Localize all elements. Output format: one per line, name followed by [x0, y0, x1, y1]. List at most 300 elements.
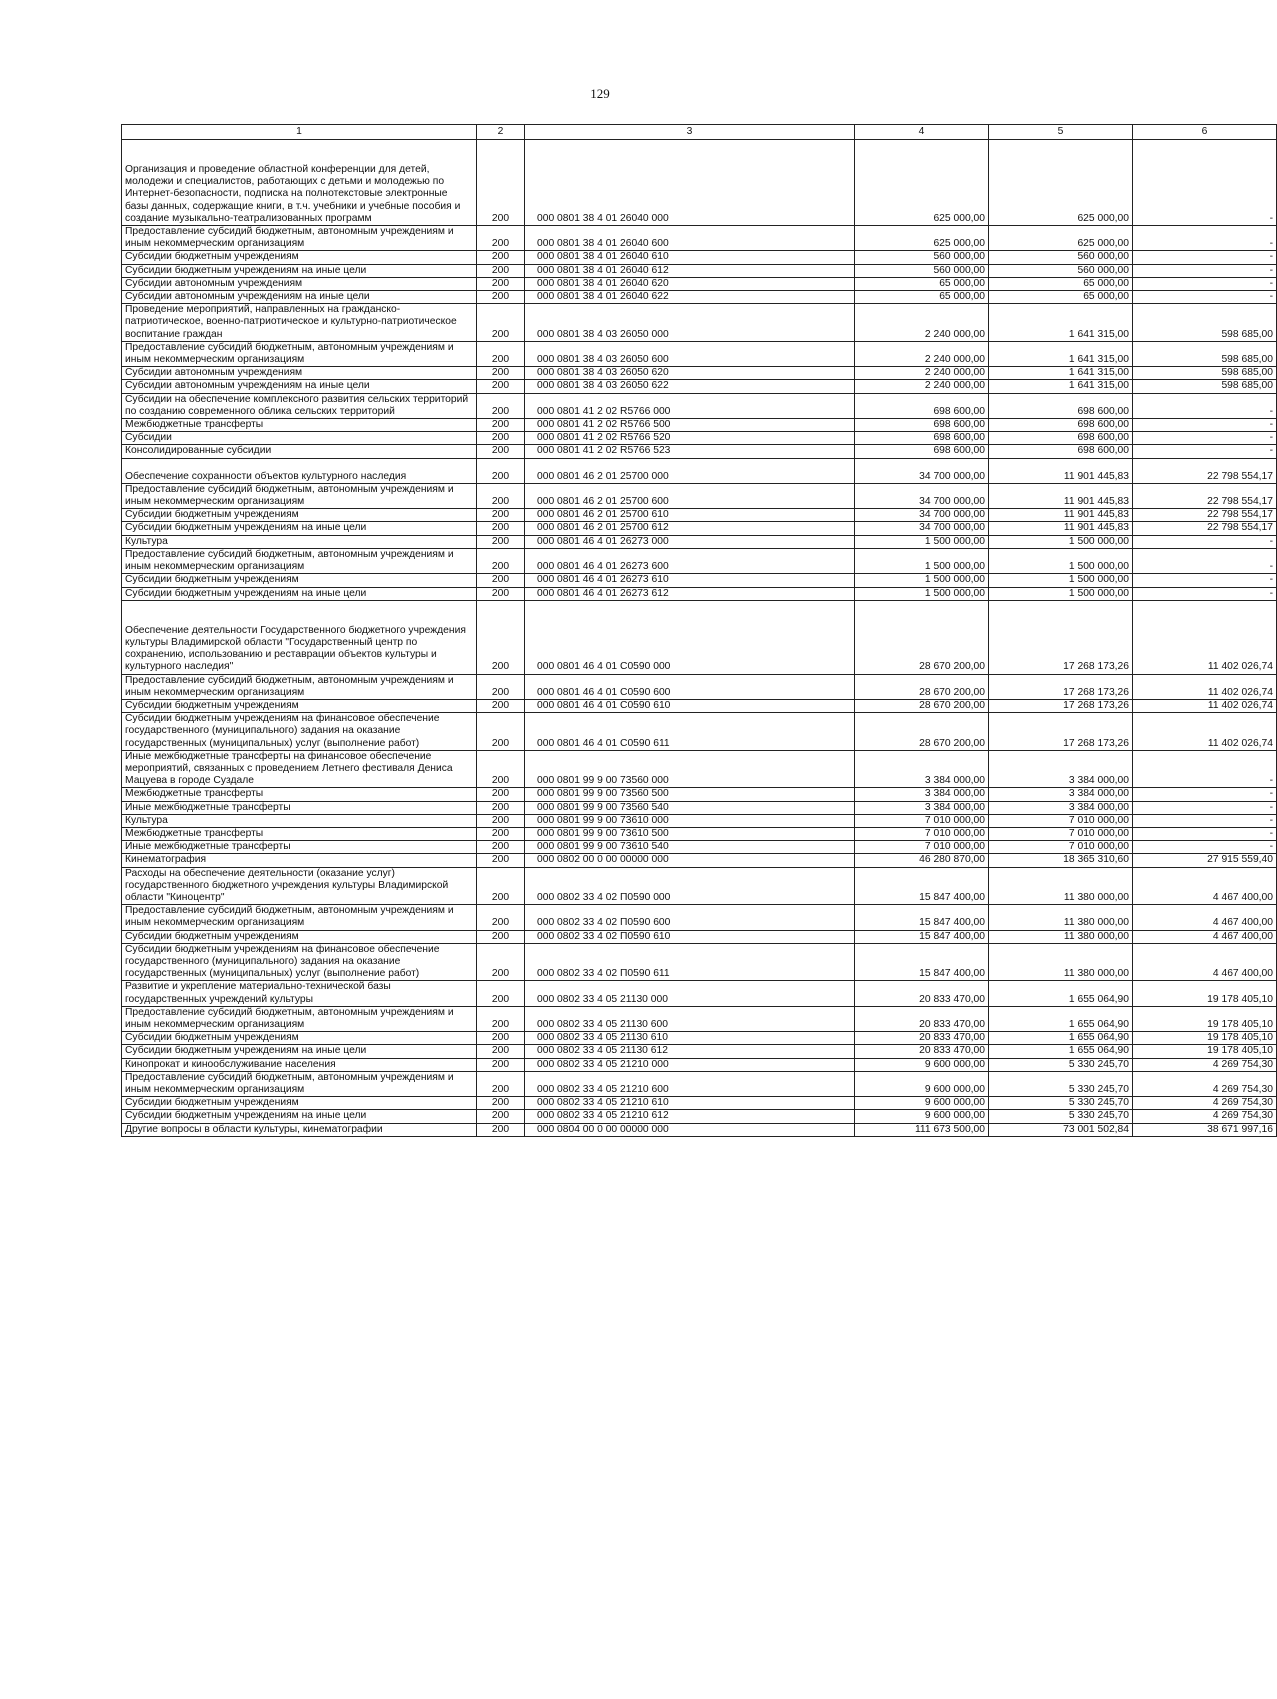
row-code: 200: [477, 600, 525, 674]
table-body: [122, 140, 1277, 1137]
row-value-col4: 7 010 000,00: [855, 827, 989, 840]
row-value-col6: -: [1133, 827, 1277, 840]
row-value-col4: 2 240 000,00: [855, 341, 989, 366]
row-code: 200: [477, 304, 525, 342]
row-budget-classification-code: 000 0801 99 9 00 73610 540: [525, 841, 855, 854]
row-value-col5: 560 000,00: [989, 264, 1133, 277]
row-value-col6: 19 178 405,10: [1133, 1032, 1277, 1045]
row-value-col6: -: [1133, 140, 1277, 226]
row-value-col5: 11 901 445,83: [989, 458, 1133, 483]
row-value-col5: 17 268 173,26: [989, 699, 1133, 712]
row-value-col4: 560 000,00: [855, 264, 989, 277]
table-row: [122, 483, 1277, 508]
row-code: 200: [477, 1058, 525, 1071]
row-value-col5: 5 330 245,70: [989, 1097, 1133, 1110]
row-code: 200: [477, 801, 525, 814]
row-value-col6: 598 685,00: [1133, 367, 1277, 380]
row-code: 200: [477, 841, 525, 854]
row-description: Субсидии бюджетным учреждениям: [122, 574, 477, 587]
row-budget-classification-code: 000 0802 33 4 05 21130 000: [525, 981, 855, 1006]
row-code: 200: [477, 445, 525, 458]
row-value-col6: 19 178 405,10: [1133, 1045, 1277, 1058]
row-value-col6: -: [1133, 277, 1277, 290]
row-budget-classification-code: 000 0801 38 4 01 26040 610: [525, 251, 855, 264]
row-description: Межбюджетные трансферты: [122, 827, 477, 840]
row-value-col4: 625 000,00: [855, 226, 989, 251]
table-row: [122, 264, 1277, 277]
row-value-col6: 4 467 400,00: [1133, 930, 1277, 943]
row-budget-classification-code: 000 0801 38 4 03 26050 600: [525, 341, 855, 366]
row-value-col4: 698 600,00: [855, 393, 989, 418]
row-description: Иные межбюджетные трансферты: [122, 841, 477, 854]
row-value-col6: 11 402 026,74: [1133, 699, 1277, 712]
row-description: Иные межбюджетные трансферты на финансовое обеспечение мероприятий, связанных с проведением Летнего фестиваля Дениса Мацуева в городе Суздале: [122, 750, 477, 788]
row-value-col6: -: [1133, 750, 1277, 788]
row-value-col5: 625 000,00: [989, 226, 1133, 251]
row-value-col6: -: [1133, 393, 1277, 418]
row-value-col4: 698 600,00: [855, 445, 989, 458]
table-row: [122, 445, 1277, 458]
row-description: Обеспечение сохранности объектов культурного наследия: [122, 458, 477, 483]
row-code: 200: [477, 458, 525, 483]
row-value-col4: 34 700 000,00: [855, 458, 989, 483]
row-value-col4: 9 600 000,00: [855, 1110, 989, 1123]
row-budget-classification-code: 000 0801 38 4 03 26050 000: [525, 304, 855, 342]
row-value-col4: 34 700 000,00: [855, 509, 989, 522]
row-value-col4: 3 384 000,00: [855, 750, 989, 788]
row-value-col5: 698 600,00: [989, 419, 1133, 432]
row-code: 200: [477, 277, 525, 290]
row-value-col4: 3 384 000,00: [855, 788, 989, 801]
row-value-col4: 111 673 500,00: [855, 1123, 989, 1136]
table-row: [122, 841, 1277, 854]
row-description: Субсидии автономным учреждениям: [122, 277, 477, 290]
row-value-col6: -: [1133, 814, 1277, 827]
row-description: Субсидии бюджетным учреждениям на иные цели: [122, 264, 477, 277]
row-budget-classification-code: 000 0801 41 2 02 R5766 523: [525, 445, 855, 458]
row-description: Субсидии бюджетным учреждениям на финансовое обеспечение государственного (муниципального) задания на оказание государственных (муниципальных) услуг (выполнение работ): [122, 943, 477, 981]
row-description: Иные межбюджетные трансферты: [122, 801, 477, 814]
row-value-col6: 27 915 559,40: [1133, 854, 1277, 867]
row-description: Субсидии бюджетным учреждениям на финансовое обеспечение государственного (муниципального) задания на оказание государственных (муниципальных) услуг (выполнение работ): [122, 713, 477, 751]
row-value-col5: 1 500 000,00: [989, 548, 1133, 573]
row-budget-classification-code: 000 0801 46 2 01 25700 612: [525, 522, 855, 535]
table-row: [122, 1123, 1277, 1136]
row-value-col6: -: [1133, 548, 1277, 573]
row-value-col4: 1 500 000,00: [855, 587, 989, 600]
table-row: [122, 905, 1277, 930]
row-value-col5: 625 000,00: [989, 140, 1133, 226]
row-value-col5: 698 600,00: [989, 432, 1133, 445]
row-value-col5: 1 655 064,90: [989, 981, 1133, 1006]
row-value-col6: 11 402 026,74: [1133, 713, 1277, 751]
row-code: 200: [477, 814, 525, 827]
row-description: Кинопрокат и кинообслуживание населения: [122, 1058, 477, 1071]
row-value-col6: 4 269 754,30: [1133, 1110, 1277, 1123]
row-value-col4: 3 384 000,00: [855, 801, 989, 814]
row-value-col4: 7 010 000,00: [855, 841, 989, 854]
row-budget-classification-code: 000 0802 33 4 05 21130 612: [525, 1045, 855, 1058]
row-budget-classification-code: 000 0801 38 4 03 26050 622: [525, 380, 855, 393]
row-value-col4: 698 600,00: [855, 419, 989, 432]
row-code: 200: [477, 943, 525, 981]
row-budget-classification-code: 000 0804 00 0 00 00000 000: [525, 1123, 855, 1136]
row-code: 200: [477, 535, 525, 548]
row-description: Предоставление субсидий бюджетным, автономным учреждениям и иным некоммерческим организациям: [122, 1006, 477, 1031]
row-value-col4: 20 833 470,00: [855, 981, 989, 1006]
table-row: [122, 548, 1277, 573]
row-value-col6: 19 178 405,10: [1133, 981, 1277, 1006]
row-value-col4: 65 000,00: [855, 277, 989, 290]
row-description: Субсидии бюджетным учреждениям: [122, 509, 477, 522]
row-value-col6: 4 269 754,30: [1133, 1097, 1277, 1110]
row-value-col6: -: [1133, 535, 1277, 548]
row-value-col5: 1 500 000,00: [989, 587, 1133, 600]
row-value-col6: 22 798 554,17: [1133, 509, 1277, 522]
row-description: Субсидии бюджетным учреждениям: [122, 1032, 477, 1045]
row-value-col6: 598 685,00: [1133, 304, 1277, 342]
row-code: 200: [477, 483, 525, 508]
row-code: 200: [477, 522, 525, 535]
row-value-col4: 15 847 400,00: [855, 943, 989, 981]
row-value-col4: 34 700 000,00: [855, 522, 989, 535]
row-value-col4: 7 010 000,00: [855, 814, 989, 827]
table-row: [122, 713, 1277, 751]
row-code: 200: [477, 1045, 525, 1058]
row-value-col4: 65 000,00: [855, 291, 989, 304]
row-description: Культура: [122, 814, 477, 827]
row-description: Субсидии бюджетным учреждениям на иные цели: [122, 1045, 477, 1058]
row-budget-classification-code: 000 0801 46 4 01 26273 612: [525, 587, 855, 600]
row-budget-classification-code: 000 0802 33 4 05 21130 600: [525, 1006, 855, 1031]
table-row: [122, 1071, 1277, 1096]
row-code: 200: [477, 380, 525, 393]
row-value-col6: 4 467 400,00: [1133, 867, 1277, 905]
row-description: Субсидии автономным учреждениям на иные цели: [122, 380, 477, 393]
row-value-col6: -: [1133, 587, 1277, 600]
row-value-col6: 38 671 997,16: [1133, 1123, 1277, 1136]
page-number: 129: [590, 86, 610, 101]
row-budget-classification-code: 000 0801 46 2 01 25700 610: [525, 509, 855, 522]
row-value-col4: 9 600 000,00: [855, 1058, 989, 1071]
budget-table: [121, 124, 1277, 1137]
row-value-col4: 28 670 200,00: [855, 713, 989, 751]
table-row: [122, 788, 1277, 801]
row-code: 200: [477, 1123, 525, 1136]
table-row: [122, 522, 1277, 535]
table-row: [122, 304, 1277, 342]
row-code: 200: [477, 251, 525, 264]
row-value-col5: 1 641 315,00: [989, 367, 1133, 380]
row-budget-classification-code: 000 0801 99 9 00 73610 500: [525, 827, 855, 840]
row-code: 200: [477, 1032, 525, 1045]
table-header-row: [122, 125, 1277, 140]
row-value-col4: 2 240 000,00: [855, 367, 989, 380]
row-budget-classification-code: 000 0801 46 4 01 С0590 611: [525, 713, 855, 751]
row-value-col6: 4 467 400,00: [1133, 905, 1277, 930]
row-value-col4: 46 280 870,00: [855, 854, 989, 867]
row-budget-classification-code: 000 0801 46 4 01 26273 610: [525, 574, 855, 587]
row-value-col4: 28 670 200,00: [855, 674, 989, 699]
row-budget-classification-code: 000 0802 33 4 02 П0590 611: [525, 943, 855, 981]
row-description: Кинематография: [122, 854, 477, 867]
table-row: [122, 1032, 1277, 1045]
row-value-col6: -: [1133, 574, 1277, 587]
row-code: 200: [477, 140, 525, 226]
row-value-col6: -: [1133, 841, 1277, 854]
row-code: 200: [477, 341, 525, 366]
row-value-col5: 1 655 064,90: [989, 1045, 1133, 1058]
row-value-col5: 17 268 173,26: [989, 713, 1133, 751]
row-code: 200: [477, 713, 525, 751]
row-budget-classification-code: 000 0802 33 4 02 П0590 000: [525, 867, 855, 905]
row-description: Субсидии автономным учреждениям: [122, 367, 477, 380]
row-description: Культура: [122, 535, 477, 548]
row-value-col4: 20 833 470,00: [855, 1006, 989, 1031]
row-budget-classification-code: 000 0801 99 9 00 73610 000: [525, 814, 855, 827]
row-value-col4: 15 847 400,00: [855, 905, 989, 930]
row-value-col5: 17 268 173,26: [989, 674, 1133, 699]
row-value-col5: 1 500 000,00: [989, 574, 1133, 587]
row-description: Обеспечение деятельности Государственного бюджетного учреждения культуры Владимирской области "Государственный центр по сохранению, использованию и реставрации объектов культуры и культурного наследия": [122, 600, 477, 674]
row-code: 200: [477, 930, 525, 943]
row-budget-classification-code: 000 0802 33 4 02 П0590 600: [525, 905, 855, 930]
row-budget-classification-code: 000 0802 33 4 05 21210 000: [525, 1058, 855, 1071]
row-value-col4: 28 670 200,00: [855, 699, 989, 712]
row-value-col6: -: [1133, 788, 1277, 801]
row-value-col5: 1 641 315,00: [989, 304, 1133, 342]
row-description: Предоставление субсидий бюджетным, автономным учреждениям и иным некоммерческим организациям: [122, 674, 477, 699]
row-code: 200: [477, 1097, 525, 1110]
column-header-1: 1: [122, 125, 477, 140]
row-value-col6: -: [1133, 291, 1277, 304]
row-value-col4: 560 000,00: [855, 251, 989, 264]
row-description: Субсидии бюджетным учреждениям на иные цели: [122, 522, 477, 535]
row-value-col6: 4 269 754,30: [1133, 1071, 1277, 1096]
table-row: [122, 226, 1277, 251]
table-row: [122, 699, 1277, 712]
row-code: 200: [477, 981, 525, 1006]
row-value-col6: 22 798 554,17: [1133, 483, 1277, 508]
row-value-col5: 11 901 445,83: [989, 522, 1133, 535]
row-value-col4: 1 500 000,00: [855, 574, 989, 587]
row-value-col6: -: [1133, 264, 1277, 277]
row-value-col6: 22 798 554,17: [1133, 522, 1277, 535]
row-value-col6: 4 269 754,30: [1133, 1058, 1277, 1071]
row-code: 200: [477, 548, 525, 573]
row-description: Развитие и укрепление материально-технической базы государственных учреждений культуры: [122, 981, 477, 1006]
table-row: [122, 393, 1277, 418]
row-value-col5: 1 500 000,00: [989, 535, 1133, 548]
row-value-col6: 19 178 405,10: [1133, 1006, 1277, 1031]
row-value-col5: 3 384 000,00: [989, 750, 1133, 788]
row-description: Предоставление субсидий бюджетным, автономным учреждениям и иным некоммерческим организациям: [122, 1071, 477, 1096]
row-value-col5: 11 380 000,00: [989, 930, 1133, 943]
row-description: Субсидии бюджетным учреждениям: [122, 930, 477, 943]
row-value-col4: 2 240 000,00: [855, 380, 989, 393]
column-header-4: 4: [855, 125, 989, 140]
row-budget-classification-code: 000 0801 46 4 01 26273 600: [525, 548, 855, 573]
row-budget-classification-code: 000 0801 46 4 01 С0590 000: [525, 600, 855, 674]
row-code: 200: [477, 1071, 525, 1096]
row-value-col4: 1 500 000,00: [855, 535, 989, 548]
row-value-col4: 20 833 470,00: [855, 1045, 989, 1058]
row-budget-classification-code: 000 0801 38 4 01 26040 620: [525, 277, 855, 290]
column-header-2: 2: [477, 125, 525, 140]
row-value-col5: 698 600,00: [989, 393, 1133, 418]
row-description: Межбюджетные трансферты: [122, 419, 477, 432]
row-code: 200: [477, 587, 525, 600]
row-description: Предоставление субсидий бюджетным, автономным учреждениям и иным некоммерческим организациям: [122, 905, 477, 930]
row-code: 200: [477, 1110, 525, 1123]
table-row: [122, 674, 1277, 699]
row-budget-classification-code: 000 0801 99 9 00 73560 000: [525, 750, 855, 788]
row-description: Субсидии бюджетным учреждениям на иные цели: [122, 1110, 477, 1123]
row-description: Субсидии бюджетным учреждениям на иные цели: [122, 587, 477, 600]
row-value-col5: 5 330 245,70: [989, 1110, 1133, 1123]
row-value-col5: 11 380 000,00: [989, 905, 1133, 930]
row-value-col6: -: [1133, 251, 1277, 264]
row-value-col5: 11 380 000,00: [989, 943, 1133, 981]
row-code: 200: [477, 393, 525, 418]
table-row: [122, 251, 1277, 264]
row-description: Расходы на обеспечение деятельности (оказание услуг) государственного бюджетного учреждения культуры Владимирской области "Киноцентр": [122, 867, 477, 905]
row-budget-classification-code: 000 0801 41 2 02 R5766 000: [525, 393, 855, 418]
row-value-col5: 11 380 000,00: [989, 867, 1133, 905]
table-row: [122, 432, 1277, 445]
table-row: [122, 277, 1277, 290]
table-row: [122, 380, 1277, 393]
row-value-col5: 3 384 000,00: [989, 788, 1133, 801]
row-value-col6: -: [1133, 445, 1277, 458]
row-code: 200: [477, 699, 525, 712]
row-code: 200: [477, 432, 525, 445]
table-row: [122, 509, 1277, 522]
table-row: [122, 535, 1277, 548]
row-code: 200: [477, 854, 525, 867]
row-description: Проведение мероприятий, направленных на гражданско-патриотическое, военно-патриотическое и культурно-патриотическое воспитание граждан: [122, 304, 477, 342]
row-description: Субсидии бюджетным учреждениям: [122, 251, 477, 264]
row-value-col5: 11 901 445,83: [989, 483, 1133, 508]
table-row: [122, 867, 1277, 905]
row-value-col5: 560 000,00: [989, 251, 1133, 264]
row-value-col4: 9 600 000,00: [855, 1097, 989, 1110]
row-budget-classification-code: 000 0801 99 9 00 73560 540: [525, 801, 855, 814]
row-value-col6: -: [1133, 419, 1277, 432]
row-value-col6: 11 402 026,74: [1133, 600, 1277, 674]
row-budget-classification-code: 000 0802 33 4 05 21130 610: [525, 1032, 855, 1045]
row-budget-classification-code: 000 0801 46 4 01 С0590 600: [525, 674, 855, 699]
table-row: [122, 1045, 1277, 1058]
row-code: 200: [477, 419, 525, 432]
table-row: [122, 341, 1277, 366]
row-budget-classification-code: 000 0802 00 0 00 00000 000: [525, 854, 855, 867]
row-budget-classification-code: 000 0801 38 4 01 26040 622: [525, 291, 855, 304]
row-value-col6: 598 685,00: [1133, 380, 1277, 393]
table-row: [122, 458, 1277, 483]
row-code: 200: [477, 867, 525, 905]
row-value-col4: 34 700 000,00: [855, 483, 989, 508]
row-code: 200: [477, 788, 525, 801]
table-row: [122, 943, 1277, 981]
row-description: Предоставление субсидий бюджетным, автономным учреждениям и иным некоммерческим организациям: [122, 483, 477, 508]
row-value-col5: 1 655 064,90: [989, 1032, 1133, 1045]
row-budget-classification-code: 000 0801 99 9 00 73560 500: [525, 788, 855, 801]
row-value-col4: 15 847 400,00: [855, 867, 989, 905]
row-description: Субсидии: [122, 432, 477, 445]
row-value-col5: 7 010 000,00: [989, 814, 1133, 827]
row-code: 200: [477, 367, 525, 380]
row-budget-classification-code: 000 0802 33 4 05 21210 600: [525, 1071, 855, 1096]
table-row: [122, 814, 1277, 827]
row-description: Субсидии автономным учреждениям на иные цели: [122, 291, 477, 304]
row-budget-classification-code: 000 0802 33 4 05 21210 612: [525, 1110, 855, 1123]
row-code: 200: [477, 674, 525, 699]
row-value-col6: -: [1133, 226, 1277, 251]
row-budget-classification-code: 000 0801 46 2 01 25700 600: [525, 483, 855, 508]
row-description: Предоставление субсидий бюджетным, автономным учреждениям и иным некоммерческим организациям: [122, 548, 477, 573]
row-value-col6: 598 685,00: [1133, 341, 1277, 366]
row-description: Другие вопросы в области культуры, кинематографии: [122, 1123, 477, 1136]
row-value-col4: 625 000,00: [855, 140, 989, 226]
row-value-col6: 4 467 400,00: [1133, 943, 1277, 981]
column-header-3: 3: [525, 125, 855, 140]
row-value-col4: 28 670 200,00: [855, 600, 989, 674]
table-row: [122, 1058, 1277, 1071]
row-value-col6: -: [1133, 801, 1277, 814]
row-value-col5: 1 641 315,00: [989, 380, 1133, 393]
row-budget-classification-code: 000 0801 46 4 01 С0590 610: [525, 699, 855, 712]
row-value-col5: 65 000,00: [989, 277, 1133, 290]
table-row: [122, 801, 1277, 814]
row-budget-classification-code: 000 0801 46 4 01 26273 000: [525, 535, 855, 548]
row-value-col6: 11 402 026,74: [1133, 674, 1277, 699]
row-description: Предоставление субсидий бюджетным, автономным учреждениям и иным некоммерческим организациям: [122, 341, 477, 366]
row-description: Предоставление субсидий бюджетным, автономным учреждениям и иным некоммерческим организациям: [122, 226, 477, 251]
row-value-col4: 698 600,00: [855, 432, 989, 445]
table-row: [122, 587, 1277, 600]
row-description: Субсидии на обеспечение комплексного развития сельских территорий по созданию современного облика сельских территорий: [122, 393, 477, 418]
row-value-col5: 7 010 000,00: [989, 827, 1133, 840]
table-row: [122, 367, 1277, 380]
row-value-col6: -: [1133, 432, 1277, 445]
row-code: 200: [477, 264, 525, 277]
row-budget-classification-code: 000 0801 46 2 01 25700 000: [525, 458, 855, 483]
row-value-col5: 18 365 310,60: [989, 854, 1133, 867]
row-code: 200: [477, 509, 525, 522]
row-value-col4: 20 833 470,00: [855, 1032, 989, 1045]
row-budget-classification-code: 000 0802 33 4 02 П0590 610: [525, 930, 855, 943]
row-value-col4: 2 240 000,00: [855, 304, 989, 342]
row-code: 200: [477, 574, 525, 587]
row-budget-classification-code: 000 0802 33 4 05 21210 610: [525, 1097, 855, 1110]
column-header-6: 6: [1133, 125, 1277, 140]
row-budget-classification-code: 000 0801 38 4 03 26050 620: [525, 367, 855, 380]
row-code: 200: [477, 905, 525, 930]
table-row: [122, 140, 1277, 226]
row-budget-classification-code: 000 0801 38 4 01 26040 000: [525, 140, 855, 226]
row-value-col4: 9 600 000,00: [855, 1071, 989, 1096]
row-budget-classification-code: 000 0801 41 2 02 R5766 520: [525, 432, 855, 445]
row-value-col5: 73 001 502,84: [989, 1123, 1133, 1136]
row-value-col4: 15 847 400,00: [855, 930, 989, 943]
row-code: 200: [477, 827, 525, 840]
table-row: [122, 600, 1277, 674]
row-value-col5: 7 010 000,00: [989, 841, 1133, 854]
row-value-col5: 698 600,00: [989, 445, 1133, 458]
row-description: Субсидии бюджетным учреждениям: [122, 1097, 477, 1110]
table-row: [122, 854, 1277, 867]
